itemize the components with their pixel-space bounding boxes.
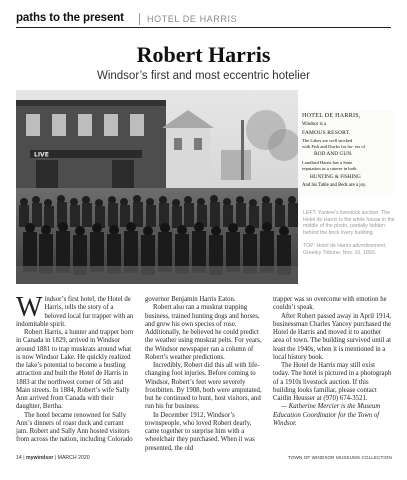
drop-cap: W <box>16 292 43 323</box>
ad-line: ROD AND GUN. <box>314 151 353 157</box>
article-paragraph: governor Benjamin Harris Eaton. <box>145 296 236 303</box>
ad-line: HUNTING & FISHING <box>310 174 361 180</box>
article-paragraph: In December 1912, Windsor’s townspeople, who loved Robert dearly, came together to surprise him with a wheelchair they purchased. When it was presented, the old <box>145 411 255 452</box>
ad-line: FAMOUS RESORT. <box>302 130 351 136</box>
storefront-sign: LIVE <box>34 151 49 159</box>
header-divider <box>139 13 140 25</box>
article-paragraph: Incredibly, Robert did this all with life-changing foot injuries. Before coming to Windsor, Robert’s feet were severely frostbitten. By 1908, both were amputated, but he continued to hunt, host visitors, and run his fur business. <box>145 362 262 411</box>
ad-line: Landlord Harris has a State <box>302 160 353 165</box>
ad-line: The Lakes are well stocked <box>302 138 353 143</box>
ad-line: with Fish and Ducks for ho- ers of <box>302 144 366 149</box>
author-credit: — Katherine Mercier is the Museum Education Coordinator for the Town of Windsor. <box>273 403 381 427</box>
article-paragraph: Windsor’s first hotel, the Hotel de Harris, tells the story of a beloved local fur trapper with an indomitable spirit. <box>16 292 134 328</box>
photo-credit: TOWN OF WINDSOR MUSEUMS COLLECTION <box>288 455 392 460</box>
page-number: 14 <box>16 455 22 461</box>
article-column-1 <box>16 292 134 445</box>
issue-date: MARCH 2020 <box>57 455 90 461</box>
article-paragraph: Robert also ran a muskrat trapping business, trained hunting dogs and horses, and grew his own species of rose. Additionally, he believed he could predict the weather using muskrat pelts. For years, the Windsor newspaper ran a column of Robert’s weather predictions. <box>145 304 262 361</box>
section-subtitle: HOTEL DE HARRIS <box>147 14 238 24</box>
section-title: paths to the present <box>16 12 124 24</box>
ad-line: HOTEL DE HARRIS, <box>302 113 361 119</box>
article-column-3 <box>273 296 393 428</box>
page-footer: 14 | mywindsor | MARCH 2020 <box>16 455 90 461</box>
magazine-name: mywindsor <box>26 455 54 461</box>
ad-line: Windsor is a <box>302 122 327 127</box>
historic-photo <box>16 90 298 284</box>
ad-line: reputation as a caterer in both <box>302 166 357 171</box>
article-paragraph: After Robert passed away in April 1914, businessman Charles Yancey purchased the Hotel de Harris and moved it to another area of town. The building survived until at least the 1940s, when it is mentioned in a local history book. <box>273 312 392 361</box>
article-column-2 <box>145 296 263 453</box>
article-subtitle: Windsor’s first and most eccentric hotelier <box>96 70 311 82</box>
article-paragraph: trapper was so overcome with emotion he couldn’t speak. <box>273 296 387 312</box>
section-header <box>16 12 391 28</box>
hotel-advertisement <box>298 110 393 196</box>
article-title: Robert Harris <box>136 42 271 67</box>
article-paragraph: Robert Harris, a hunter and trapper born in Canada in 1829, arrived in Windsor around 1881 to trap muskrats around what is now Windsor Lake. He quickly realized the lake’s potential to become a bustling attraction and built the Hotel de Harris in 1883 at the northwest corner of 5th and Main streets. In 1884, Robert’s wife Sally Ann arrived from Canada with their daughter, Bertha. <box>16 329 134 411</box>
ad-line: And his Table and Beds are a joy. <box>302 183 367 188</box>
livestock-auction-photo <box>16 90 298 284</box>
article-paragraph: The Hotel de Harris may still exist today. The hotel is pictured in a photograph of a 1910s livestock auction. If this building looks familiar, please contact Caitlin Heusser at (970) 674-3521. <box>273 362 392 402</box>
photo-caption-top: TOP: Hotel de Harris advertisement. Greeley Tribune, Nov. 16, 1893. <box>303 243 387 256</box>
photo-caption-left: LEFT: Yankee’s livestock auction. The Hotel de Harris is the white house in the middle of the photo, partially hidden behind the brick livery building. <box>303 210 395 236</box>
article-paragraph: The hotel became renowned for Sally Ann’s dinners of roast duck and currant jam. Robert and Sally Ann hosted visitors from across the nation, including Colorado <box>16 411 133 444</box>
